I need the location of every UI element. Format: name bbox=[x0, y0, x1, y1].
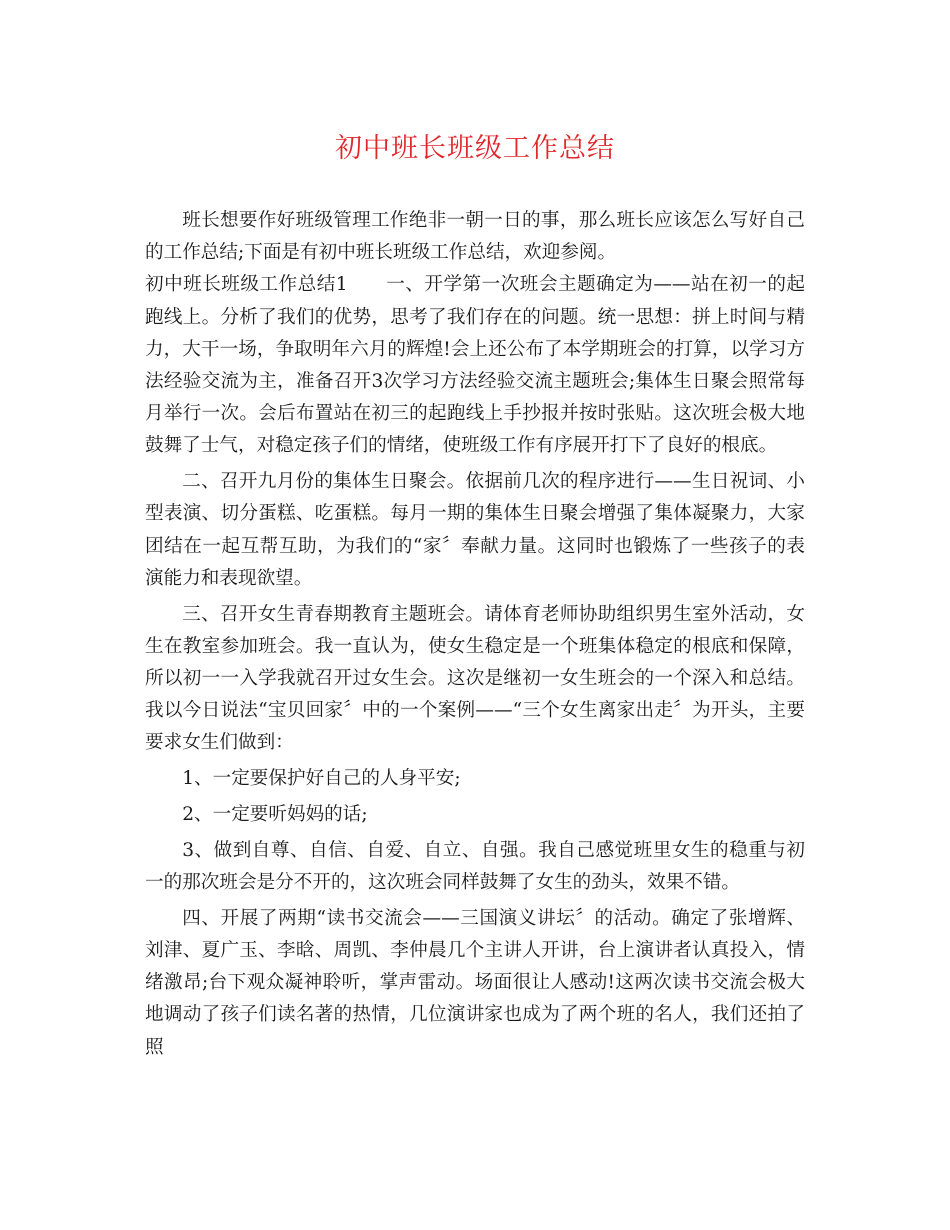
paragraph-intro: 班长想要作好班级管理工作绝非一朝一日的事，那么班长应该怎么写好自己的工作总结;下面是有初中班长班级工作总结，欢迎参阅。 bbox=[145, 210, 805, 264]
document-page bbox=[145, 0, 805, 1230]
paragraph-item-2: 2、一定要听妈妈的话; bbox=[182, 804, 368, 826]
paragraph-section-2: 二、召开九月份的集体生日聚会。依据前几次的程序进行——生日祝词、小型表演、切分蛋糕、吃蛋糕。每月一期的集体生日聚会增强了集体凝聚力，大家团结在一起互帮互助，为我们的“家〞奉献力量。这同时也锻炼了一些孩子的表演能力和表现欲望。 bbox=[145, 471, 805, 589]
paragraph-item-1: 1、一定要保护好自己的人身平安; bbox=[182, 768, 461, 790]
paragraph-section-4: 四、开展了两期“读书交流会——三国演义讲坛〞的活动。确定了张增辉、刘津、夏广玉、李晗、周凯、李仲晨几个主讲人开讲，台上演讲者认真投入，情绪激昂;台下观众凝神聆听，掌声雷动。场面很让人感动!这两次读书交流会极大地调动了孩子们读名著的热情，几位演讲家也成为了两个班的名人，我们还拍了照 bbox=[145, 907, 805, 1058]
paragraph-section-3: 三、召开女生青春期教育主题班会。请体育老师协助组织男生室外活动，女生在教室参加班会。我一直认为，使女生稳定是一个班集体稳定的根底和保障，所以初一一入学我就召开过女生会。这次是继初一女生班会的一个深入和总结。我以今日说法“宝贝回家〞中的一个案例——“三个女生离家出走〞为开头，主要要求女生们做到： bbox=[145, 603, 805, 754]
paragraph-summary-1: 初中班长班级工作总结1 一、开学第一次班会主题确定为——站在初一的起跑线上。分析了我们的优势，思考了我们存在的问题。统一思想：拼上时间与精力，大干一场，争取明年六月的辉煌!会上还公布了本学期班会的打算，以学习方法经验交流为主，准备召开3次学习方法经验交流主题班会;集体生日聚会照常每月举行一次。会后布置站在初三的起跑线上手抄报并按时张贴。这次班会极大地鼓舞了士气，对稳定孩子们的情绪，使班级工作有序展开打下了良好的根底。 bbox=[145, 274, 805, 457]
document-title: 初中班长班级工作总结 bbox=[335, 133, 615, 164]
document-body bbox=[145, 205, 805, 1064]
paragraph-item-3: 3、做到自尊、自信、自爱、自立、自强。我自己感觉班里女生的稳重与初一的那次班会是分不开的，这次班会同样鼓舞了女生的劲头，效果不错。 bbox=[145, 839, 805, 894]
